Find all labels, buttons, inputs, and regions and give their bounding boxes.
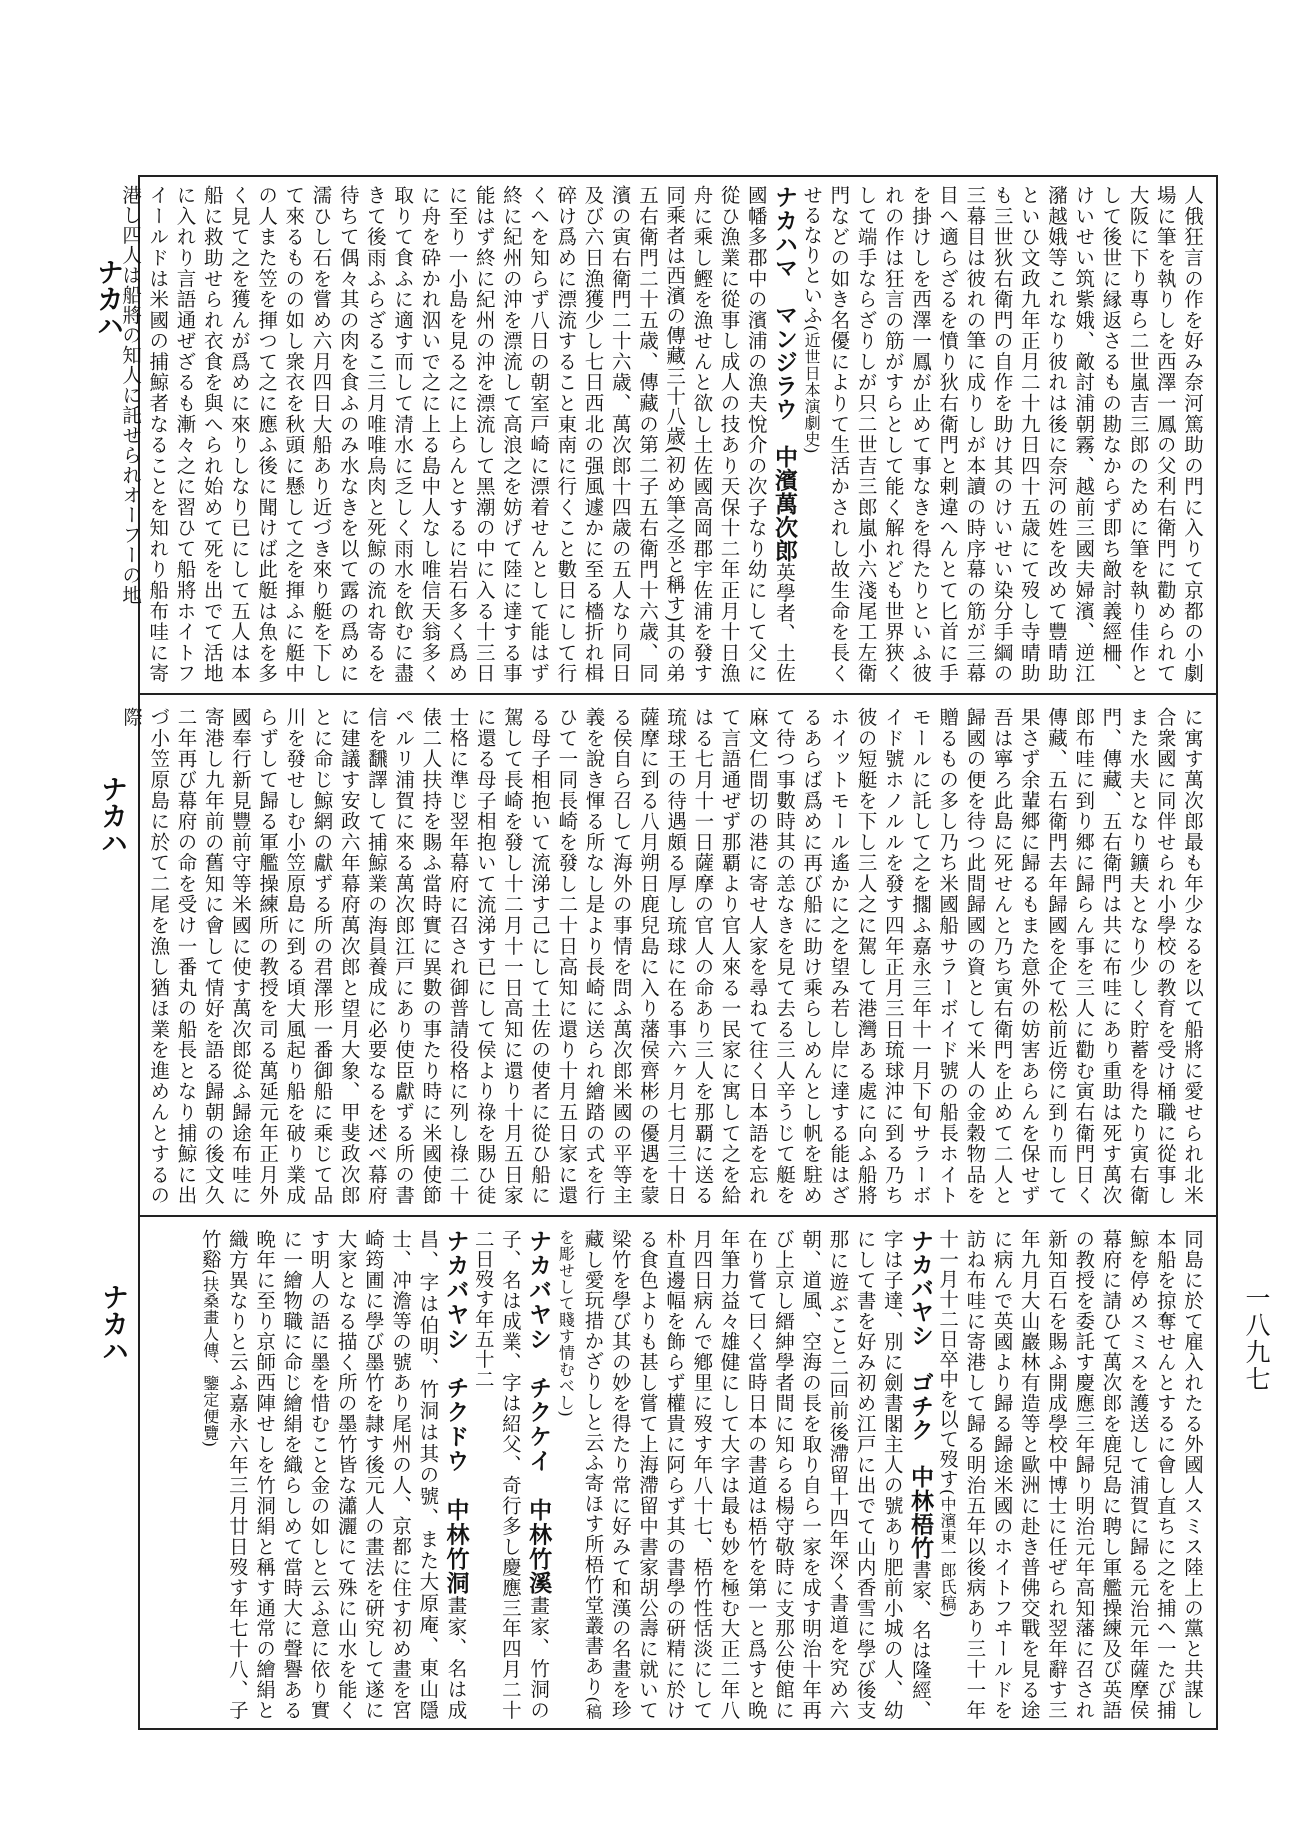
entry-source-gochiku: (稿を彫せして賤す情むべし) <box>556 1229 603 1721</box>
tier-2-text <box>108 699 1216 1213</box>
header-top: ナカハ <box>92 258 123 339</box>
entry-head-chikudo: ナカバヤシ チクドウ 中林竹洞 <box>442 1229 469 1596</box>
tier-3 <box>140 1221 1216 1728</box>
continued-nakahama-text: 同島に於て雇入れたる外國人スミス陸上の黨と共謀し本船を掠奪せんとするに會し直ちに之を捕へ一たび捕鯨を停めスミスを護送して浦賀に歸る元治元年薩摩侯幕府に請ひて萬次郎を鹿兒島に聘し軍艦操練及び英語の教授を委託す慶應三年歸り明治元年高知藩に召され新知百石を賜ふ開成學校中博士に任ぜられ翌年辭す三年九月大山巖林有造等と歐洲に赴き普佛交戰を見る途に病んで英國より歸る歸途米國のホイトフヰールドを訪ね布哇に寄港して歸る明治五年以後病あり三十一年十一月十二日卒中を以て歿す <box>936 1229 1204 1721</box>
tier-2 <box>120 699 1216 1213</box>
continued-entry-source: (近世日本演劇史) <box>802 325 822 454</box>
entry-body-gochiku: 名は隆經、字は子達、別に劍書閣主人の號あり肥前小城の人、幼にして書を好み初め江戸に出でて山内香雪に學び後支那に遊ぶこと二回前後滯留十四年深く書道を究め六朝、道風、空海の長を取り自ら一家を成す明治十年再び上京し縉紳學者間に知らる楊守敬時に支那公使館に在り嘗て曰く當時日本の書道は梧竹を第一と爲すと晩年筆力益々雄健にして大字は最も妙を極む大正二年八月四日病んで鄕里に歿す年八十七、梧竹性恬淡にして朴直邊幅を飾らず權貴に阿らず其の書學の硏精に於ける食色よりも甚し嘗て上海滯留中書家胡公壽に就いて梁竹を學び其の妙を得たり常に好みて和漢の名畫を珍藏し愛玩措かざりしと云ふ寄ほす所梧竹堂叢書あり <box>581 1229 932 1721</box>
entry-tag-gochiku: 書家、 <box>908 1559 932 1620</box>
page-number: 一八九七 <box>1242 1285 1271 1393</box>
tier-rule-1 <box>140 693 1216 695</box>
entry-body-chikukei: 竹洞の子、名は成業、字は紹父、奇行多し慶應三年四月二十二日歿す年五十二 <box>471 1229 551 1721</box>
tier-3-text <box>186 1221 1216 1728</box>
entry-tag-chikukei: 畫家、 <box>527 1595 551 1659</box>
continued-nakahama-source: (中濱東一郎氏稿) <box>938 1489 958 1618</box>
continued-entry-text: 人俄狂言の作を好み奈河篤助の門に入りて京都の小劇場に筆を執りしを西澤一鳳の父利右衛門に勸められて大阪に下り專ら二世嵐吉三郎のために筆を執り佳作として後世に縁返さるもの勘なからず即ち敵討義經柵、けいせい筑紫娥、敵討浦朝霧、越前三國夫婦濱、逆江瀦越娥等これなり彼れは後に奈河の姓を改めて豐晴助といひ文政九年正月二十九日四十五歳にて歿し寺晴助も三世狄右衛門の自作を助け其のけいせい染分手綱の三幕目は彼れの筆に成りしが本讀の時序幕の筋が三幕目へ適らざるを憤り狄右衛門と剌違へんとて匕首に手を掛けしを西澤一鳳が止めて事なきを得たりといふ彼れの作は狂言の筋がすらとして能く解れども世界狹くして端手ならざりしが只二世吉三郎嵐小六淺尾工左衛門などの如き名優によりて生活かされし故生命を長くせるなりといふ <box>800 185 1204 683</box>
entry-body-nakahama: 土佐國幡多郡中の濱浦の漁夫悅介の次子なり幼にして父に從ひ漁業に從事し成人の技あり天保十二年正月十日漁舟に乘し鰹を漁せんと欲し土佐國高岡郡宇佐浦を發す同乘者は西濱の傳藏三十八歳(初め筆之丞と稱す)其の弟五右衛門二十五歳、傳藏の第二子五右衛門十六歳、同濱の寅右衛門二十六歳、萬次郎十四歳の五人なり同日及び六日漁獲少し七日西北の强風遽かに至る檣折れ楫碎け爲めに漂流すること東南に行くこと數日にして行くへを知らず八日の朝室戸崎に漂着せんとして能はず終に紀州の沖を漂流して高浪之を妨げて陸に達する事能はず終に紀州の沖を漂流して黑潮の中に入る十三日に至り一小島を見る之に上らんとするに岩石多く爲めに舟を砕かれ泅いで之に上る島中人なし唯信天翁多く取りて食ふに適す而して清水に乏しく雨水を飲むに盡きて後雨ふらざるこ三月唯唯鳥肉と死鯨の流れ寄るを待ちて偶々其の肉を食ふのみ水なきを以て露の爲めに濡ひし石を嘗め六月四日大船あり近づき來り艇を下して來るものの如し衆衣を秋頭に懸して之を揮ふに艇中の人また笠を揮つて之に應ふ後に聞けば此艇は魚を多く見て之を獲んが爲めに來りしなり已にして五人は本船に救助せられ衣食を與へられ始めて死を出でて活地に入れり言語通ぜざるも漸々之に習ひて船將ホイトフイールドは米國の捕鯨者なることを知れり船布哇に寄港し四人は船將の知人に託せられオーフーの地 <box>119 185 796 684</box>
entry-head-chikukei: ナカバヤシ チクケイ 中林竹溪 <box>525 1229 552 1596</box>
entry-tag-nakahama: 英學者、 <box>772 562 796 643</box>
entry-head-nakahama: ナカハマ マンジラウ 中濱萬次郎 <box>770 185 797 563</box>
tier-1 <box>119 177 1216 691</box>
header-mid: ナカハ <box>96 775 127 856</box>
tier-rule-2 <box>140 1215 1216 1217</box>
header-bottom: ナカハ <box>97 1283 128 1364</box>
entry-tag-chikudo: 畫家、 <box>444 1595 468 1659</box>
tier-2-body: に寓す萬次郎最も年少なるを以て船將に愛せられ北米合衆國に同伴せられ小學校の教育を受け桶職に從事しまた水夫となり鑛夫となり少しく貯蓄を得たり寅右衛門、傳藏、五右衛門は共に布哇にあり重助は死す萬次郎布哇に到り郷に歸らん事を三人に勸む寅右衛門日く傳藏、五右衛門去年歸國を企て松前近傍に到り而して果さず余輩郷に歸るもまた意外の妨害あらんを保せず吾は寧ろ此島に死せんと乃ち寅右衛門を止めて二人と歸國の便を待つ此間歸國の資として米人の金穀物品を贈るもの多し乃ち米國船サラーボイド號の船長ホイトモールに託して之を擱ふ嘉永三年十一月下旬サラーボイド號ホノルルを發す四年正月三日琉球沖に到る乃ち彼の短艇を下し三人之に駕して港灣ある處に向ふ船將ホイットモール遙かに之を望み若し岸に達する能はざるあらば爲めに再び船に助け乘らしめんとし帆を駐めて待つ事數時其の恙なきを見て去る三人辛うじて艇を麻文仁間切の港に寄せ人家を尋ねて往く日本語を忘れて言語通ぜず那覇より官人來る一民家に寓して之を給はる七月十一日薩摩の官人の命あり三人を那覇に送る琉球王の待遇頗る厚し琉球に在る事六ヶ月七月三十日薩摩に到る八月朔日鹿兒島に入り藩侯齊彬の優遇を蒙る侯自ら召して海外の事情を問ふ萬次郎米國の平等主義を說き惲る所なし是より長崎に送られ繪踏の式を行ひて一同長崎を發し二十日高知に還り十月五日家に還る母子相抱いて流涕す己にして土佐の使者に從ひ船に駕して長崎を發し十二月十一日高知に還り十月五日家に還る母子相抱いて流涕す已にして侯より祿を賜ひ徒士格に準じ翌年幕府に召され御普請役格に列し祿二十俵二人扶持を賜ふ當時實に異數の事たり時に米國使節ペルリ浦賀に來る萬次郎江戸にあり使臣獻ずる所の書信を飜譯して捕鯨業の海員養成に必要なるを述べ幕府に建議す安政六年幕府萬次郎と望月大象、甲斐政次郎とに命じ鯨網の獻ずる所の君澤形一番御船に乘じて品川を發せしむ小笠原島に到る頃大風起り船を破り業成らずして歸る軍艦操練所の教授を司る萬延元年正月外國奉行新見豐前守等米國に使す萬次郎從ふ歸途布哇に寄港し九年前の舊知に會して情好を語る歸朝の後文久二年再び幕府の命を受け一番丸の船長となり捕鯨に出づ小笠原島に於て二尾を漁し猶ほ業を進めんとするの際 <box>120 707 1204 1206</box>
entry-source-chikudo: (扶桑畫人傳、鑒定便覽) <box>200 1269 220 1448</box>
entry-body-chikudo: 名は成昌、字は伯明、竹洞は其の號、また大原庵、東山隱士、冲澹等の號あり尾州の人、京都に住す初め畫を宮崎筠圃に學び墨竹を隷す後元人の畫法を硏究して遂に大家となる描く所の墨竹皆な瀟灑にて殊に山水を能くす明人の語に墨を惜むこと金の如しと云ふ意に依り實に一繪物職に命じ繪絹を織らしめて當時大に聲譽ある晩年に至り京師西陣せしを竹洞絹と稱す通常の繪絹と織方異なりと云ふ嘉永六年三月廿日歿す年七十八、子竹谿 <box>198 1229 468 1721</box>
entry-head-gochiku: ナカバヤシ ゴチク 中林梧竹 <box>906 1229 933 1560</box>
tier-1-text <box>107 177 1216 691</box>
